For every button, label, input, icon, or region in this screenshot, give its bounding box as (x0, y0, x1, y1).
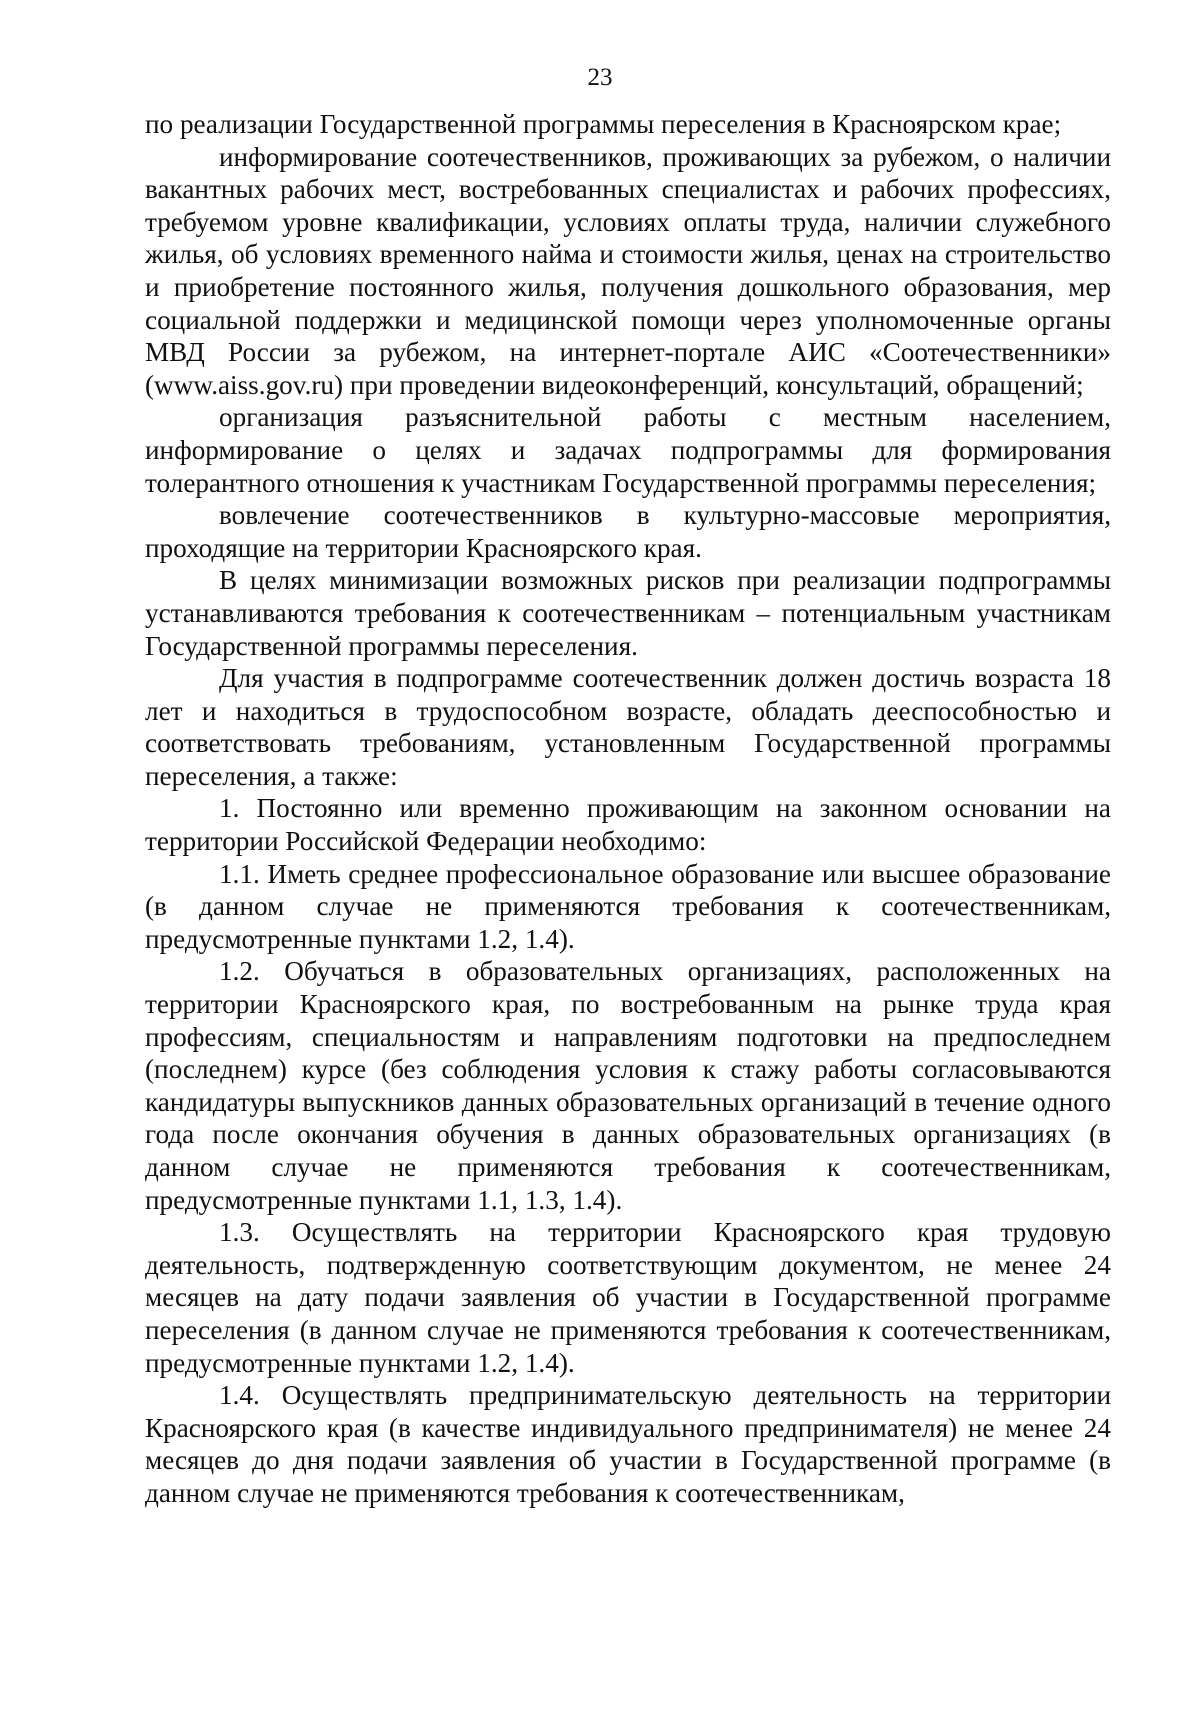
list-item: 1.3. Осуществлять на территории Красноярского края трудовую деятельность, подтвержденную соответствующим документом, не менее 24 месяцев на дату подачи заявления об участии в Государственной программе переселения (в данном случае не применяются требования к соотечественникам, предусмотренные пунктами 1.2, 1.4). (145, 1217, 1111, 1378)
paragraph: информирование соотечественников, проживающих за рубежом, о наличии вакантных рабочих мест, востребованных специалистах и рабочих профессиях, требуемом уровне квалификации, условиях оплаты труда, наличии служебного жилья, об условиях временного найма и стоимости жилья, ценах на строительство и приобретение постоянного жилья, получения дошкольного образования, мер социальной поддержки и медицинской помощи через уполномоченные органы МВД России за рубежом, на интернет-портале АИС «Соотечественники» (www.aiss.gov.ru) при проведении видеоконференций, консультаций, обращений; (145, 141, 1111, 400)
list-item: 1.4. Осуществлять предпринимательскую деятельность на территории Красноярского края (в качестве индивидуального предпринимателя) не менее 24 месяцев до дня подачи заявления об участии в Государственной программе (в данном случае не применяются требования к соотечественникам, (145, 1380, 1111, 1508)
list-item: 1. Постоянно или временно проживающим на законном основании на территории Российской Федерации необходимо: (145, 793, 1111, 857)
document-body (145, 108, 1111, 1510)
page-number: 23 (587, 64, 613, 91)
paragraph: по реализации Государственной программы переселения в Красноярском крае; (145, 109, 1062, 139)
list-item: 1.1. Иметь среднее профессиональное образование или высшее образование (в данном случае не применяются требования к соотечественникам, предусмотренные пунктами 1.2, 1.4). (145, 858, 1111, 954)
paragraph: В целях минимизации возможных рисков при реализации подпрограммы устанавливаются требования к соотечественникам – потенциальным участникам Государственной программы переселения. (145, 565, 1111, 661)
paragraph: Для участия в подпрограмме соотечественник должен достичь возраста 18 лет и находиться в трудоспособном возрасте, обладать дееспособностью и соответствовать требованиям, установленным Государственной программы переселения, а также: (145, 663, 1111, 791)
paragraph: организация разъяснительной работы с местным населением, информирование о целях и задачах подпрограммы для формирования толерантного отношения к участникам Государственной программы переселения; (145, 402, 1111, 498)
list-item: 1.2. Обучаться в образовательных организациях, расположенных на территории Красноярского края, по востребованным на рынке труда края профессиям, специальностям и направлениям подготовки на предпоследнем (последнем) курсе (без соблюдения условия к стажу работы согласовываются кандидатуры выпускников данных образовательных организаций в течение одного года после окончания обучения в данных образовательных организациях (в данном случае не применяются требования к соотечественникам, предусмотренные пунктами 1.1, 1.3, 1.4). (145, 956, 1111, 1215)
paragraph: вовлечение соотечественников в культурно-массовые мероприятия, проходящие на территории Красноярского края. (145, 500, 1111, 563)
